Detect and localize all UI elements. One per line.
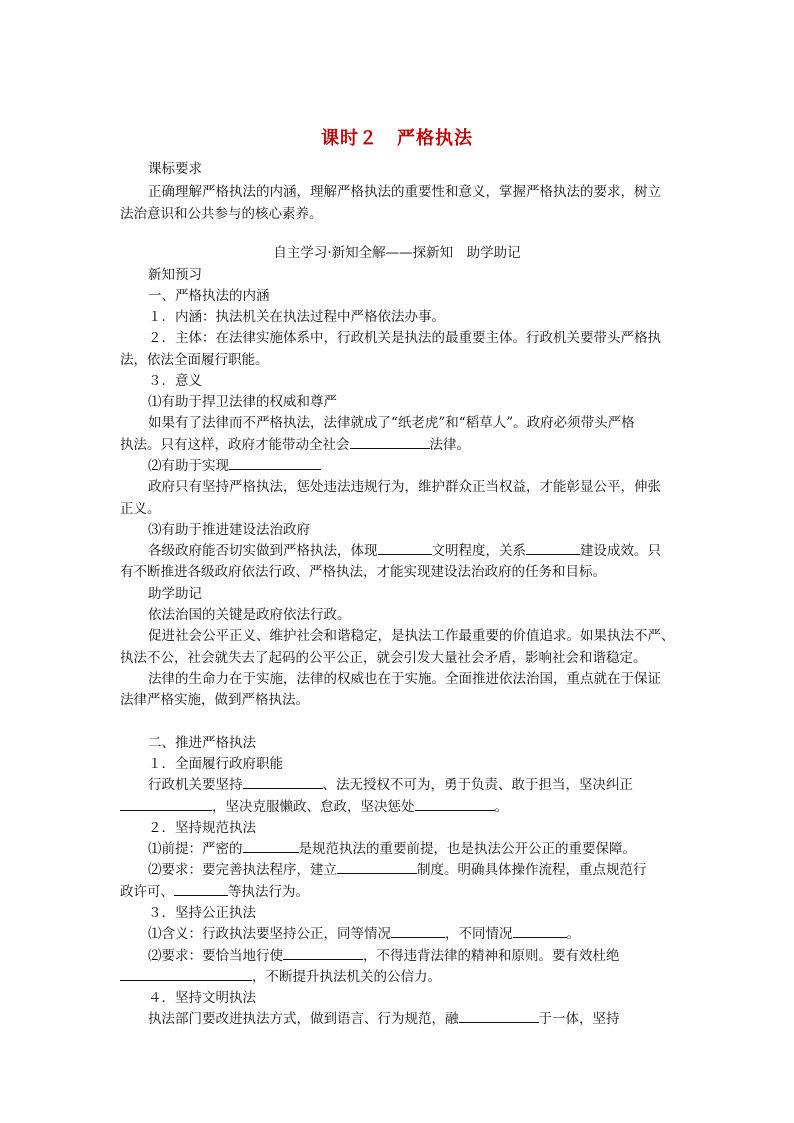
text-fragment: ，不同情况 (445, 926, 513, 942)
fill-blank[interactable] (350, 436, 430, 449)
text-fragment: 各级政府能否切实做到严格执法，体现 (148, 543, 378, 559)
text-fragment: 于一体，坚持 (538, 1011, 620, 1027)
requirements-heading: 课标要求 (148, 161, 202, 177)
fill-blank[interactable] (337, 861, 417, 874)
fill-blank[interactable] (283, 947, 363, 960)
text-fragment: 是规范执法的重要前提，也是执法公开公正的重要保障。 (298, 841, 636, 857)
item-3-text-2 (148, 947, 678, 965)
preview-heading: 新知预习 (148, 267, 202, 283)
significance-3-text-2: 有不断推进各级政府依法行政、严格执法，才能实现建设法治政府的任务和目标。 (120, 564, 606, 580)
fill-blank[interactable] (391, 925, 445, 938)
text-fragment: 、法无授权不可为，勇于负责、敢于担当，坚决纠正 (322, 777, 633, 793)
item-1-text-2 (120, 798, 678, 816)
significance-1-text-2 (120, 436, 678, 454)
fill-blank[interactable] (513, 925, 567, 938)
text-fragment: ，不断提升执法机关的公信力。 (252, 969, 441, 985)
item-3-text-1 (148, 925, 678, 943)
significance-2-text-1: 政府只有坚持严格执法，惩处违法违规行为，维护群众正当权益，才能彰显公平，伸张 (148, 479, 661, 495)
section-banner: 自主学习·新知全解——探新知 助学助记 (273, 245, 521, 261)
point-connotation: １．内涵：执法机关在执法过程中严格依法办事。 (148, 309, 445, 325)
point-subject-1: ２．主体：在法律实施体系中，行政机关是执法的最重要主体。行政机关要带头严格执 (148, 330, 661, 346)
section-heading-2: 二、推进严格执法 (148, 735, 256, 751)
fill-blank[interactable] (120, 968, 252, 981)
text-fragment: 法律。 (429, 437, 470, 453)
text-fragment: 执法。只有这样，政府才能带动全社会 (120, 437, 350, 453)
section-heading-1: 一、严格执法的内涵 (148, 288, 270, 304)
item-3-text-3 (120, 968, 678, 986)
fill-blank[interactable] (415, 798, 495, 811)
page-title: 课时２ 严格执法 (321, 128, 473, 149)
fill-blank[interactable] (174, 883, 228, 896)
text-fragment: 行政机关要坚持 (148, 777, 243, 793)
memo-text-2a: 促进社会公平正义、维护社会和谐稳定，是执法工作最重要的价值追求。如果执法不严、 (148, 628, 675, 644)
text-fragment: 。 (494, 799, 508, 815)
significance-3-heading: ⑶有助于推进建设法治政府 (148, 522, 310, 538)
item-2-heading: ２．坚持规范执法 (148, 820, 256, 836)
fill-blank[interactable] (243, 776, 323, 789)
item-4-text-1 (148, 1010, 678, 1028)
memo-text-1: 依法治国的关键是政府依法行政。 (148, 607, 351, 623)
memo-heading: 助学助记 (148, 586, 202, 602)
text-fragment: 文明程度，关系 (431, 543, 526, 559)
item-2-text-1 (148, 840, 678, 858)
significance-2-heading (148, 457, 678, 475)
fill-blank[interactable] (378, 542, 432, 555)
text-fragment: ⑵有助于实现 (148, 458, 229, 474)
requirements-text-1: 正确理解严格执法的内涵，理解严格执法的重要性和意义，掌握严格执法的要求，树立 (148, 184, 661, 200)
significance-3-text-1 (148, 542, 678, 560)
memo-text-3b: 法律严格实施，做到严格执法。 (120, 692, 309, 708)
text-fragment: ⑵要求：要完善执法程序，建立 (148, 862, 337, 878)
requirements-text-2: 法治意识和公共参与的核心素养。 (120, 206, 323, 222)
text-fragment: ⑴前提：严密的 (148, 841, 243, 857)
fill-blank[interactable] (526, 542, 580, 555)
text-fragment: ⑵要求：要恰当地行使 (148, 948, 283, 964)
text-fragment: ⑴含义：行政执法要坚持公正，同等情况 (148, 926, 391, 942)
point-significance: ３．意义 (148, 373, 202, 389)
significance-2-text-2: 正义。 (120, 501, 161, 517)
text-fragment: ，不得违背法律的精神和原则。要有效杜绝 (363, 948, 620, 964)
item-4-heading: ４．坚持文明执法 (148, 990, 256, 1006)
text-fragment: 。 (566, 926, 580, 942)
fill-blank[interactable] (243, 840, 299, 853)
fill-blank[interactable] (229, 457, 321, 470)
memo-text-2b: 执法不公，社会就失去了起码的公平公正，就会引发大量社会矛盾，影响社会和谐稳定。 (120, 650, 647, 666)
text-fragment: 制度。明确具体操作流程，重点规范行 (417, 862, 647, 878)
text-fragment: 建设成效。只 (580, 543, 661, 559)
item-3-heading: ３．坚持公正执法 (148, 905, 256, 921)
text-fragment: ，坚决克服懒政、怠政，坚决惩处 (212, 799, 415, 815)
item-2-text-3 (120, 883, 678, 901)
text-fragment: 执法部门要改进执法方式，做到语言、行为规范，融 (148, 1011, 459, 1027)
significance-1-text-1: 如果有了法律而不严格执法，法律就成了“纸老虎”和“稻草人”。政府必须带头严格 (148, 415, 635, 431)
text-fragment: 等执法行为。 (228, 884, 309, 900)
item-2-text-2 (148, 861, 678, 879)
item-1-text-1 (148, 776, 678, 794)
text-fragment: 政许可、 (120, 884, 174, 900)
significance-1-heading: ⑴有助于捍卫法律的权威和尊严 (148, 394, 337, 410)
point-subject-2: 法，依法全面履行职能。 (120, 352, 269, 368)
memo-text-3a: 法律的生命力在于实施，法律的权威也在于实施。全面推进依法治国，重点就在于保证 (148, 671, 661, 687)
fill-blank[interactable] (120, 798, 212, 811)
item-1-heading: １．全面履行政府职能 (148, 756, 283, 772)
fill-blank[interactable] (459, 1010, 539, 1023)
